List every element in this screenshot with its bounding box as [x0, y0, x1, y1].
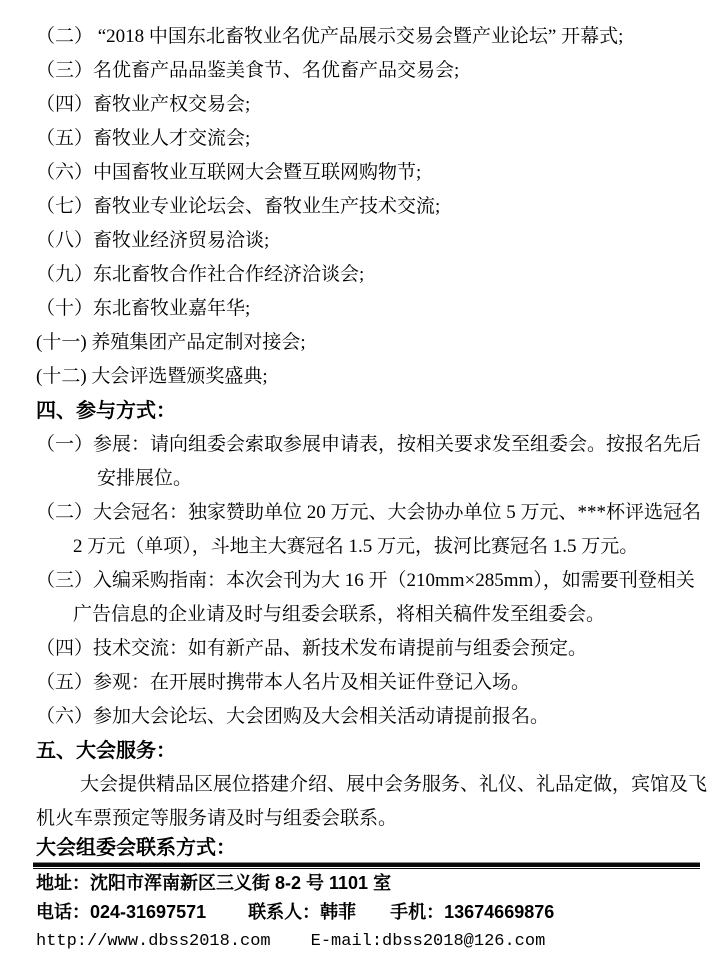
service-paragraph-line: 大会提供精品区展位搭建介绍、展中会务服务、礼仪、礼品定做，宾馆及飞 [80, 774, 708, 795]
participation-item: （三）入编采购指南：本次会刊为大 16 开（210mm×285mm），如需要刊登相关 [36, 570, 695, 591]
service-paragraph-line: 机火车票预定等服务请及时与组委会联系。 [36, 808, 398, 829]
participation-item: （四）技术交流：如有新产品、新技术发布请提前与组委会预定。 [36, 638, 588, 659]
agenda-item: （六）中国畜牧业互联网大会暨互联网购物节; [36, 162, 422, 183]
website-url: http://www.dbss2018.com [36, 932, 271, 951]
phone-row [36, 898, 677, 927]
mobile-value: 13674669876 [444, 902, 555, 922]
agenda-item: (十一) 养殖集团产品定制对接会; [36, 332, 306, 353]
participation-item: （二）大会冠名：独家赞助单位 20 万元、大会协办单位 5 万元、***杯评选冠名 [36, 502, 702, 523]
contact-person-label: 联系人： [248, 902, 321, 922]
agenda-item: （二） “2018 中国东北畜牧业名优产品展示交易会暨产业论坛” 开幕式; [36, 26, 624, 47]
participation-section-heading: 四、参与方式： [36, 400, 176, 422]
agenda-item: （八）畜牧业经济贸易洽谈; [36, 230, 270, 251]
service-section-heading: 五、大会服务： [36, 740, 176, 762]
address-value: 沈阳市浑南新区三义街 8-2 号 1101 室 [90, 873, 392, 893]
agenda-item: （五）畜牧业人才交流会; [36, 128, 251, 149]
participation-item: （五）参观：在开展时携带本人名片及相关证件登记入场。 [36, 672, 531, 693]
divider-thick-line [33, 862, 700, 867]
participation-item-continuation: 广告信息的企业请及时与组委会联系，将相关稿件发至组委会。 [73, 604, 606, 625]
agenda-item: （四）畜牧业产权交易会; [36, 94, 251, 115]
contact-section-heading: 大会组委会联系方式： [36, 837, 236, 859]
participation-item: （一）参展：请向组委会索取参展申请表，按相关要求发至组委会。按报名先后 [36, 434, 702, 455]
participation-item-continuation: 安排展位。 [97, 468, 193, 489]
address-label: 地址： [36, 873, 90, 893]
divider-double-rule [33, 862, 700, 869]
contact-person-value: 韩菲 [320, 902, 357, 922]
agenda-item: （七）畜牧业专业论坛会、畜牧业生产技术交流; [36, 196, 441, 217]
agenda-item: （三）名优畜产品品鉴美食节、名优畜产品交易会; [36, 60, 460, 81]
address-row [36, 869, 677, 898]
participation-item-continuation: 2 万元（单项），斗地主大赛冠名 1.5 万元，拔河比赛冠名 1.5 万元。 [73, 536, 639, 557]
web-row [36, 927, 677, 956]
email-address: E-mail:dbss2018@126.com [310, 932, 546, 951]
phone-value: 024-31697571 [90, 902, 207, 922]
agenda-item: (十二) 大会评选暨颁奖盛典; [36, 366, 268, 387]
participation-item: （六）参加大会论坛、大会团购及大会相关活动请提前报名。 [36, 706, 550, 727]
agenda-item: （九）东北畜牧合作社合作经济洽谈会; [36, 264, 365, 285]
mobile-label: 手机： [390, 902, 445, 922]
phone-label: 电话： [36, 902, 90, 922]
agenda-item: （十）东北畜牧业嘉年华; [36, 298, 251, 319]
